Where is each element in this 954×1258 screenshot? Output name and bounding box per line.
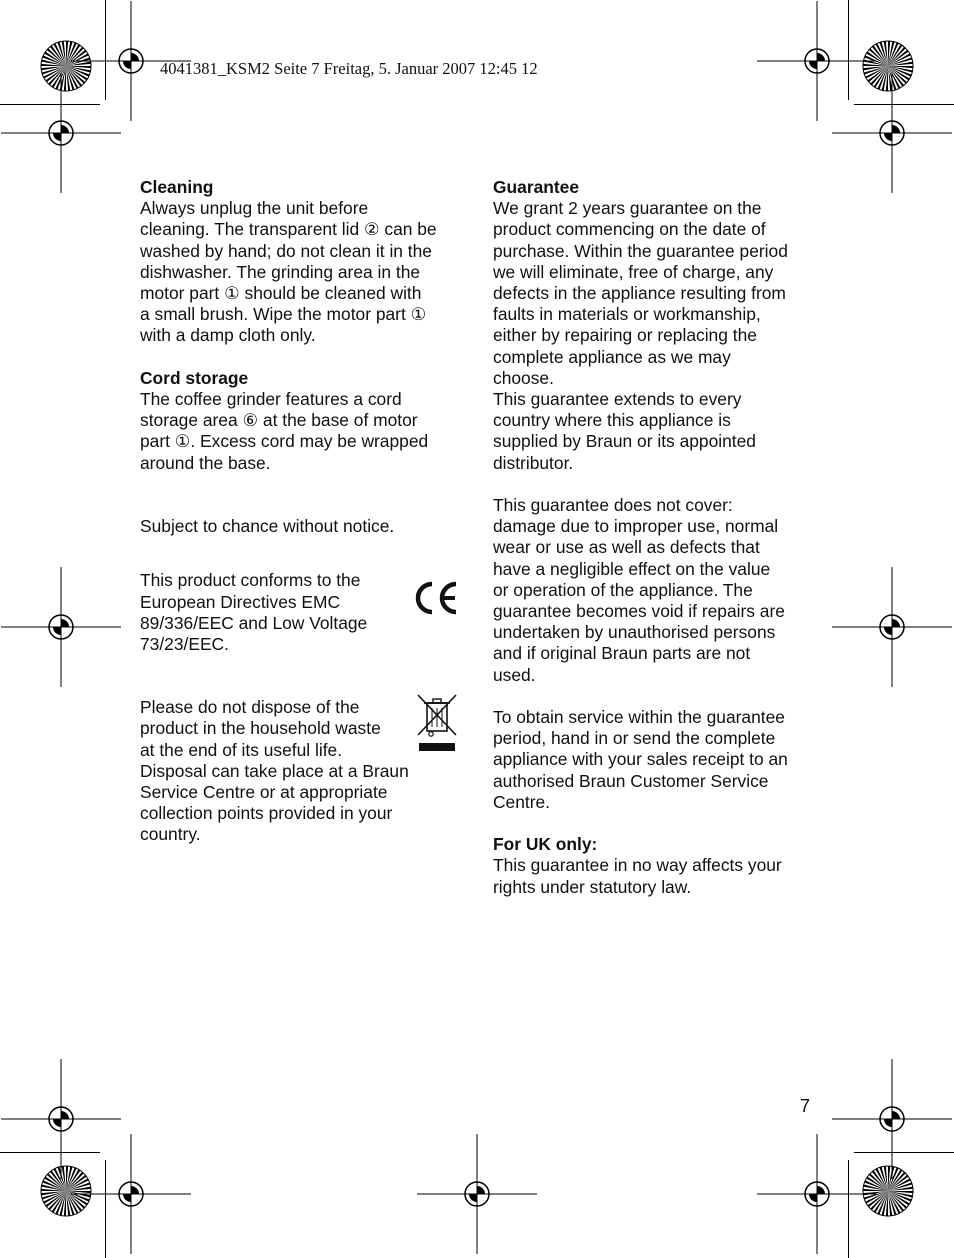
exclusions-section — [493, 495, 813, 686]
text-line: either by repairing or replacing the — [493, 325, 757, 346]
text-line: or operation of the appliance. The — [493, 579, 753, 600]
text-line: product in the household waste — [140, 718, 381, 739]
text-line: product commencing on the date of — [493, 219, 766, 240]
text-line: European Directives EMC — [140, 591, 341, 612]
text-line: Service Centre or at appropriate — [140, 782, 388, 803]
text-line: 89/336/EEC and Low Voltage — [140, 612, 368, 633]
cleaning-text — [140, 198, 460, 346]
crop-line — [848, 1160, 849, 1258]
text-line: rights under statutory law. — [493, 876, 692, 897]
guarantee-heading: Guarantee — [493, 177, 580, 197]
crop-line — [105, 1160, 106, 1258]
right-column — [493, 177, 813, 898]
crop-line — [848, 0, 849, 100]
text-line: Disposal can take place at a Braun — [140, 760, 409, 781]
text-line: collection points provided in your — [140, 803, 393, 824]
text-line: undertaken by unauthorised persons — [493, 622, 776, 643]
guarantee-text — [493, 198, 813, 474]
text-line: around the base. — [140, 452, 271, 473]
exclusions-text — [493, 495, 813, 686]
registration-mark-icon — [832, 567, 952, 687]
crop-line — [854, 1152, 954, 1153]
crossed-out-bin-icon — [416, 693, 458, 753]
text-line: and if original Braun parts are not — [493, 643, 751, 664]
text-line: This guarantee extends to every — [493, 389, 742, 410]
text-line: authorised Braun Customer Service — [493, 770, 769, 791]
text-line: used. — [493, 664, 536, 685]
service-text — [493, 707, 813, 813]
print-header-slug: 4041381_KSM2 Seite 7 Freitag, 5. Januar 2007 12:45 12 — [160, 59, 538, 78]
text-line: cleaning. The transparent lid ② can be — [140, 219, 437, 240]
registration-mark-icon — [417, 1134, 537, 1254]
cleaning-heading: Cleaning — [140, 177, 214, 197]
text-line: part ①. Excess cord may be wrapped — [140, 431, 429, 452]
text-line: This guarantee does not cover: — [493, 495, 733, 516]
notice-section — [140, 516, 460, 537]
text-line: guarantee becomes void if repairs are — [493, 601, 785, 622]
text-line: a small brush. Wipe the motor part ① — [140, 304, 427, 325]
text-line: complete appliance as we may — [493, 346, 731, 367]
conformity-section — [140, 570, 460, 655]
text-line: storage area ⑥ at the base of motor — [140, 410, 418, 431]
cord-storage-text — [140, 389, 460, 474]
left-column — [140, 177, 460, 846]
text-line: distributor. — [493, 452, 574, 473]
text-line: appliance with your sales receipt to an — [493, 749, 788, 770]
text-line: wear or use as well as defects that — [493, 537, 760, 558]
registration-mark-icon — [1, 567, 121, 687]
text-line: washed by hand; do not clean it in the — [140, 240, 432, 261]
text-line: motor part ① should be cleaned with — [140, 283, 422, 304]
text-line: have a negligible effect on the value — [493, 558, 771, 579]
crop-line — [0, 1152, 100, 1153]
text-line: We grant 2 years guarantee on the — [493, 198, 762, 219]
text-line: Always unplug the unit before — [140, 198, 369, 219]
text-line: This guarantee in no way affects your — [493, 855, 782, 876]
text-line: choose. — [493, 367, 554, 388]
notice-text: Subject to chance without notice. — [140, 516, 395, 537]
text-line: Please do not dispose of the — [140, 697, 360, 718]
text-line: defects in the appliance resulting from — [493, 283, 786, 304]
uk-heading: For UK only: — [493, 834, 598, 855]
ce-mark-icon — [412, 580, 460, 616]
registration-mark-icon — [1, 73, 121, 193]
registration-mark-icon — [832, 73, 952, 193]
text-line: supplied by Braun or its appointed — [493, 431, 756, 452]
text-line: with a damp cloth only. — [140, 325, 316, 346]
text-line: at the end of its useful life. — [140, 739, 343, 760]
crop-line — [105, 0, 106, 100]
text-line: period, hand in or send the complete — [493, 728, 776, 749]
crop-line — [0, 104, 100, 105]
text-line: damage due to improper use, normal — [493, 516, 779, 537]
disposal-section — [140, 697, 460, 845]
text-line: This product conforms to the — [140, 570, 361, 591]
cord-storage-heading: Cord storage — [140, 367, 249, 388]
page-number: 7 — [800, 1096, 811, 1116]
text-line: dishwasher. The grinding area in the — [140, 261, 421, 282]
crop-line — [854, 104, 954, 105]
text-line: 73/23/EEC. — [140, 634, 229, 655]
text-line: purchase. Within the guarantee period — [493, 240, 788, 261]
text-line: faults in materials or workmanship, — [493, 304, 761, 325]
text-line: country where this appliance is — [493, 410, 731, 431]
text-line: Centre. — [493, 791, 551, 812]
disposal-text — [140, 697, 460, 845]
cord-storage-section — [140, 368, 460, 474]
text-line: The coffee grinder features a cord — [140, 389, 402, 410]
cleaning-section — [140, 177, 460, 347]
uk-text — [493, 855, 813, 897]
guarantee-section — [493, 177, 813, 474]
service-section — [493, 707, 813, 813]
text-line: To obtain service within the guarantee — [493, 707, 785, 728]
uk-section — [493, 834, 813, 898]
text-line: we will eliminate, free of charge, any — [493, 261, 774, 282]
text-line: country. — [140, 824, 201, 845]
